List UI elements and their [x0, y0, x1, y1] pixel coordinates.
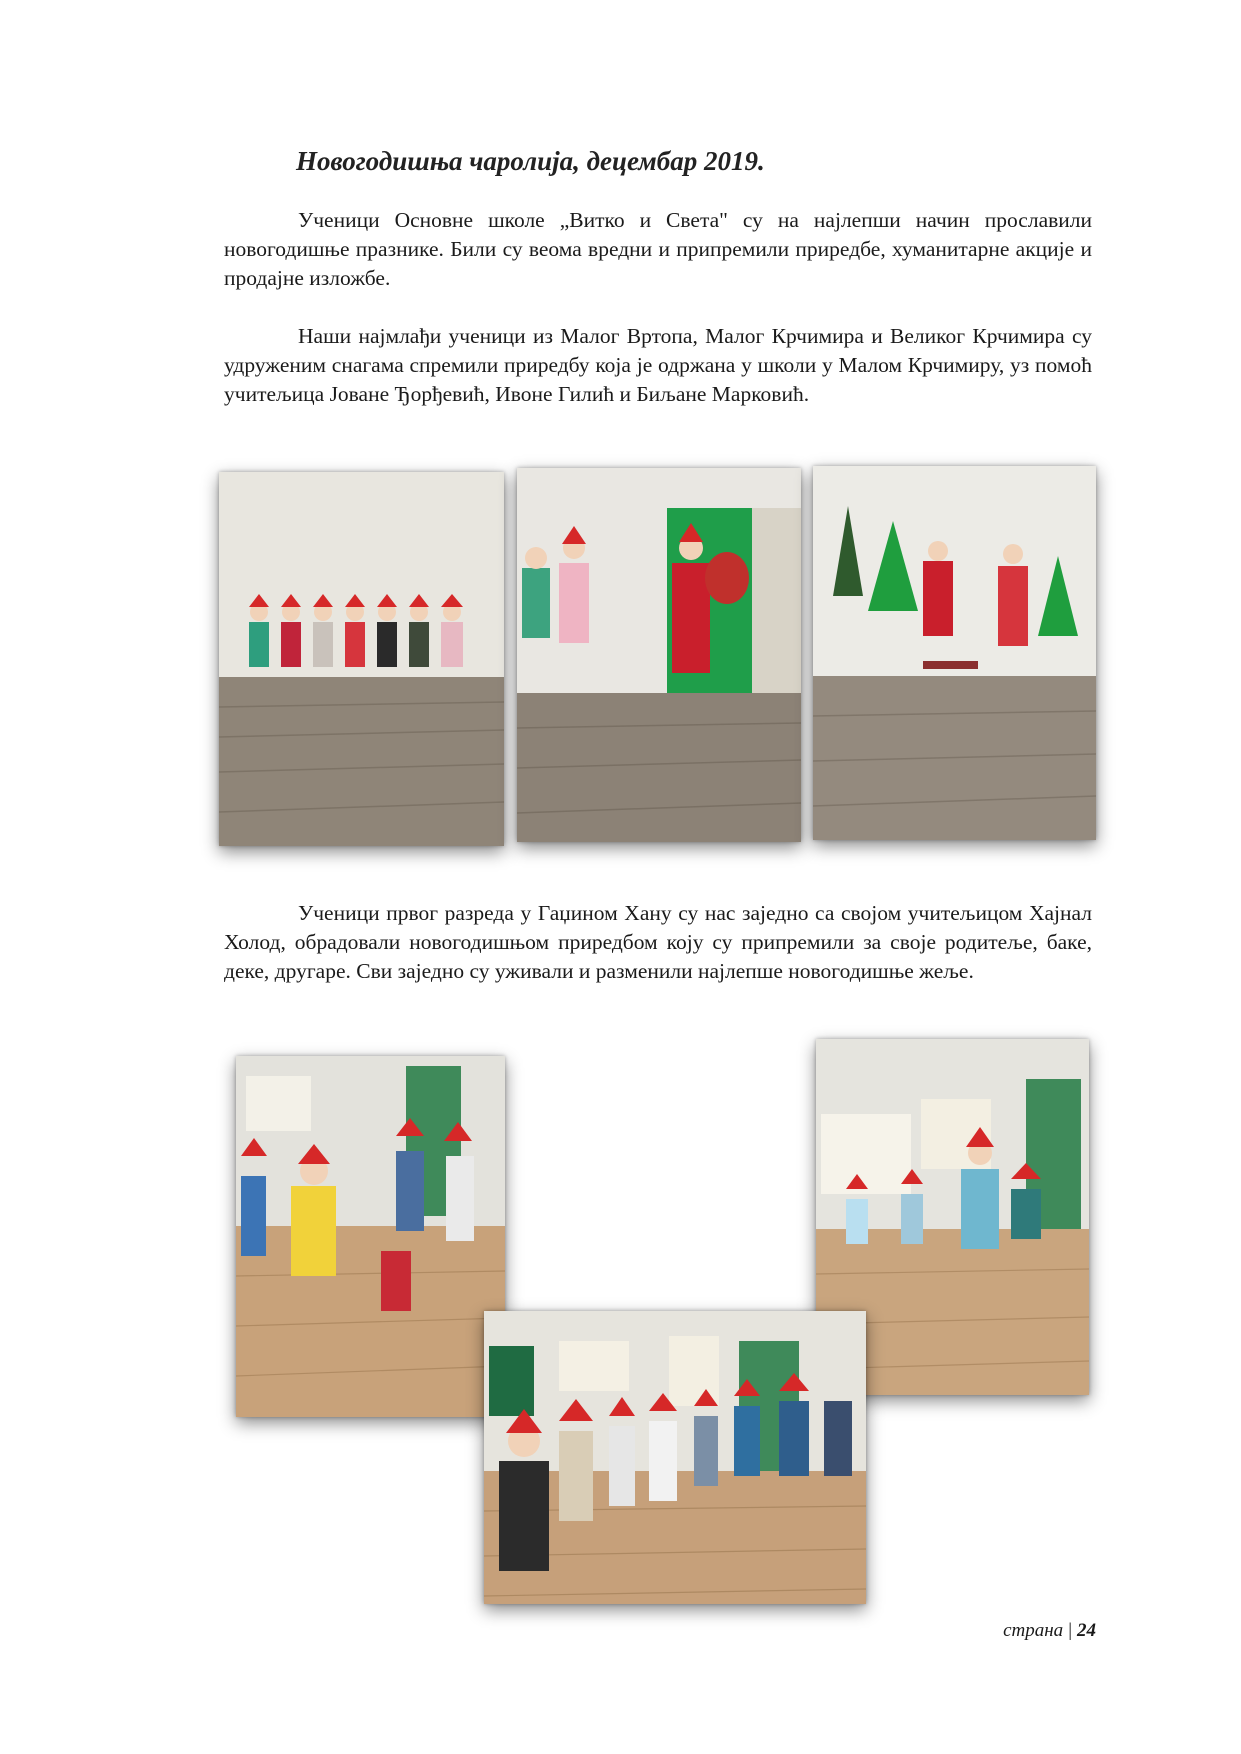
- page-label: страна: [1003, 1620, 1064, 1641]
- page-title: Новогодишња чаролија, децембар 2019.: [296, 146, 765, 176]
- page-footer: [1003, 1620, 1096, 1642]
- photo-children-row: [484, 1311, 866, 1604]
- paragraph-gadzin-han: Ученици првог разреда у Гаџином Хану су нас заједно са својом учитељицом Хајнал Холод, обрадовали новогодишњом приредбом коју су припремили за своје родитеље, баке, деке, другаре. Сви заједно су уживали и разменили најлепше новогодишње жеље.: [224, 901, 1092, 983]
- paragraph-intro: Ученици Основне школе „Витко и Света" су на најлепши начин прославили новогодишње празнике. Били су веома вредни и припремили приредбе, хуманитарне акције и продајне изложбе.: [224, 208, 1092, 290]
- page-number: 24: [1077, 1620, 1096, 1641]
- footer-separator: |: [1068, 1620, 1072, 1641]
- photo-santa-door: [517, 468, 801, 842]
- photo-christmas-trees: [813, 466, 1096, 840]
- paragraph-krcimir: Наши најмлађи ученици из Малог Вртопа, Малог Крчимира и Великог Крчимира су удруженим снагама спремили приредбу која је одржана у школи у Малом Крчимиру, уз помоћ учитељица Јоване Ђорђевић, Ивоне Гилић и Биљане Марковић.: [224, 324, 1092, 406]
- photo-children-lineup: [219, 472, 504, 846]
- photo-circle-of-children: [236, 1056, 505, 1417]
